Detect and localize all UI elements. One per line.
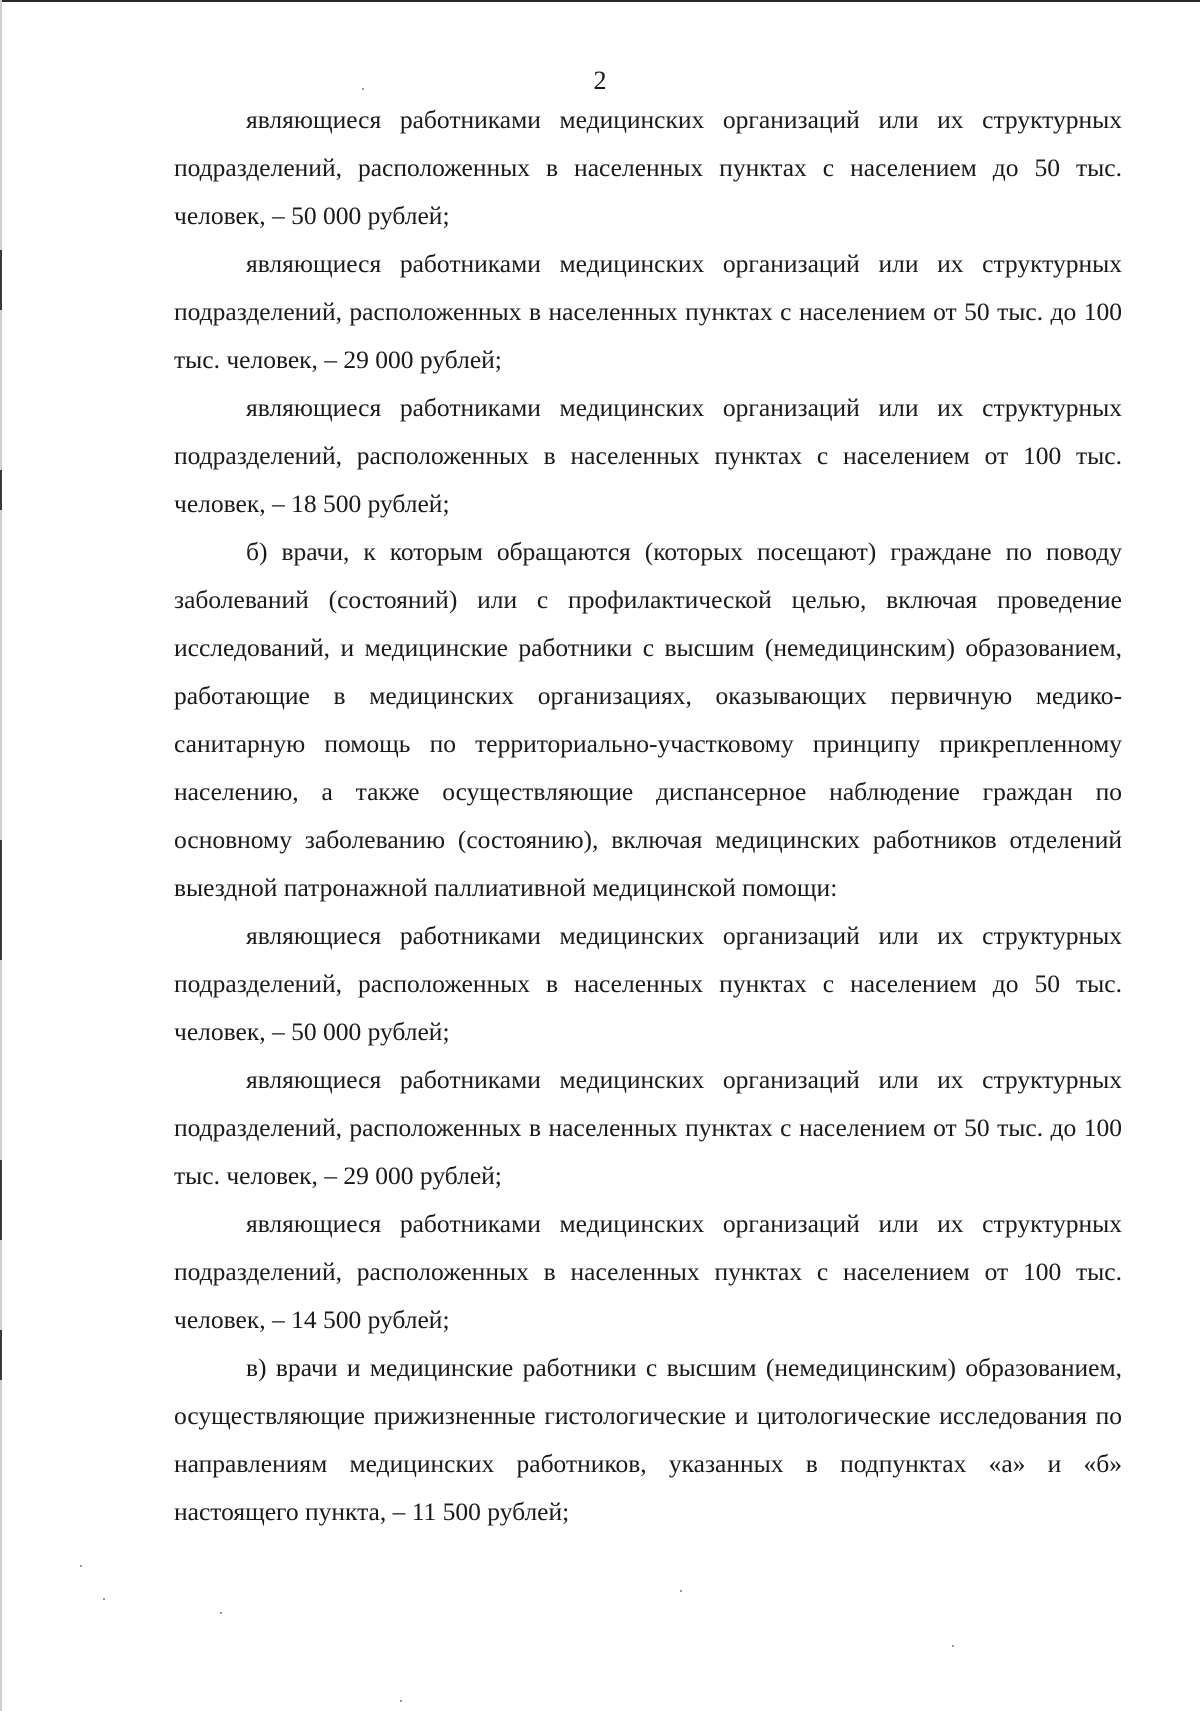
document-body bbox=[174, 96, 1122, 1536]
scan-speck bbox=[400, 1700, 402, 1702]
paragraph-b-doctors: б) врачи, к которым обращаются (которых посещают) граждане по поводу заболеваний (состояний) или с профилактической целью, включая проведение исследований, и медицинские работники с высшим (немедицинским) образованием, работающие в медицинских организациях, оказывающих первичную медико-санитарную помощь по территориально-участковому принципу прикрепленному населению, а также осуществляющие диспансерное наблюдение граждан по основному заболеванию (состоянию), включая медицинских работников отделений выездной патронажной паллиативной медицинской помощи: bbox=[174, 537, 1122, 902]
scan-speck bbox=[362, 88, 364, 90]
paragraph-a-population-50k-100k: являющиеся работниками медицинских организаций или их структурных подразделений, расположенных в населенных пунктах с населением от 50 тыс. до 100 тыс. человек, – 29 000 рублей; bbox=[174, 249, 1122, 374]
paragraph-c-histology: в) врачи и медицинские работники с высшим (немедицинским) образованием, осуществляющие прижизненные гистологические и цитологические исследования по направлениям медицинских работников, указанных в подпунктах «а» и «б» настоящего пункта, – 11 500 рублей; bbox=[174, 1353, 1122, 1526]
scan-speck bbox=[952, 1645, 954, 1647]
scan-speck bbox=[680, 1590, 682, 1592]
paragraph-b-population-50k-100k: являющиеся работниками медицинских организаций или их структурных подразделений, расположенных в населенных пунктах с населением от 50 тыс. до 100 тыс. человек, – 29 000 рублей; bbox=[174, 1065, 1122, 1190]
scan-speck bbox=[220, 1612, 222, 1614]
scan-speck bbox=[103, 1598, 105, 1600]
paragraph-a-population-under-50k: являющиеся работниками медицинских организаций или их структурных подразделений, расположенных в населенных пунктах с населением до 50 тыс. человек, – 50 000 рублей; bbox=[174, 105, 1122, 230]
page-number: 2 bbox=[593, 66, 607, 95]
scan-speck bbox=[80, 1565, 82, 1567]
paragraph-b-population-under-50k: являющиеся работниками медицинских организаций или их структурных подразделений, расположенных в населенных пунктах с населением до 50 тыс. человек, – 50 000 рублей; bbox=[174, 921, 1122, 1046]
paragraph-b-population-over-100k: являющиеся работниками медицинских организаций или их структурных подразделений, расположенных в населенных пунктах с населением от 100 тыс. человек, – 14 500 рублей; bbox=[174, 1209, 1122, 1334]
paragraph-a-population-over-100k: являющиеся работниками медицинских организаций или их структурных подразделений, расположенных в населенных пунктах с населением от 100 тыс. человек, – 18 500 рублей; bbox=[174, 393, 1122, 518]
scan-top-border bbox=[0, 0, 1200, 2]
scan-left-border bbox=[0, 0, 2, 1711]
